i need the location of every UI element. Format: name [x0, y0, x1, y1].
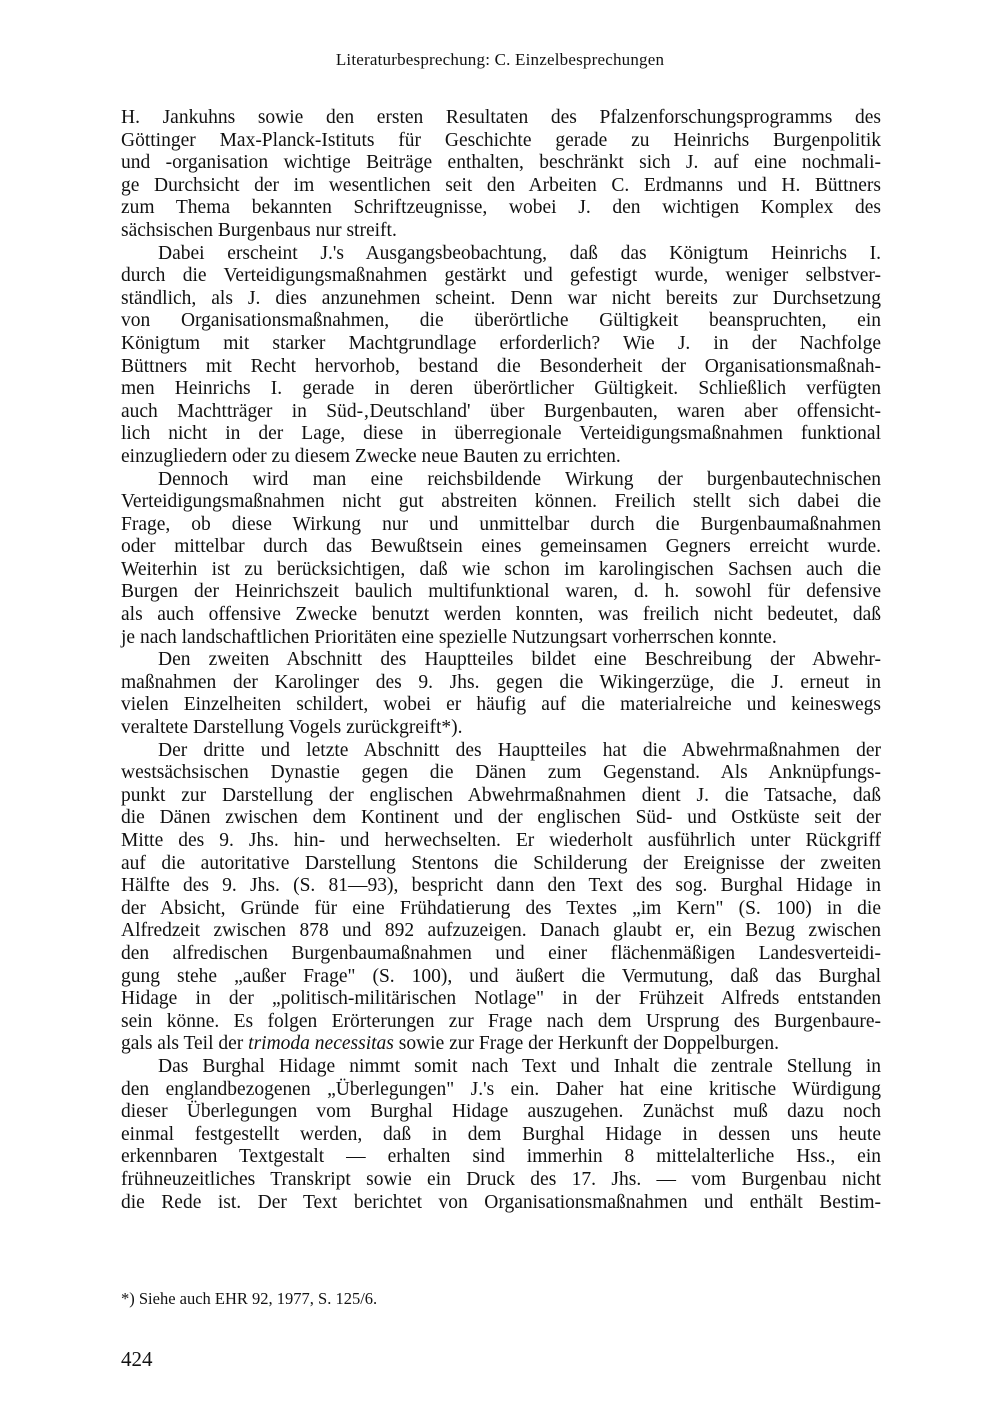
text-line: Mitte des 9. Jhs. hin- und herwechselten. Er wiederholt ausführlich unter Rückgriff	[121, 830, 881, 851]
text-line: sein könne. Es folgen Erörterungen zur Frage nach dem Ursprung des Burgenbaure-	[121, 1010, 881, 1032]
body-text	[121, 107, 881, 1214]
text-line: H. Jankuhns sowie den ersten Resultaten des Pfalzenforschungsprogramms des	[121, 107, 881, 128]
text-line: ständlich, als J. dies anzunehmen scheint. Denn war nicht bereits zur Durchsetzung	[121, 287, 881, 309]
paragraph	[121, 1056, 881, 1214]
text-line: Hälfte des 9. Jhs. (S. 81—93), bespricht dann den Text des sog. Burghal Hidage in	[121, 875, 881, 897]
text-line: Das Burghal Hidage nimmt somit nach Text und Inhalt die zentrale Stellung in	[158, 1055, 881, 1077]
text-line: lich nicht in der Lage, diese in überregionale Verteidigungsmaßnahmen funktional	[121, 423, 881, 445]
text-line: erkennbaren Textgestalt — erhalten sind immerhin 8 mittelalterliche Hss., ein	[121, 1146, 881, 1168]
text-line: vielen Einzelheiten schildert, wobei er häufig auf die materialreiche und keineswegs	[121, 694, 881, 716]
text-line: gung stehe „außer Frage" (S. 100), und äußert die Vermutung, daß das Burghal	[121, 965, 881, 987]
paragraph	[121, 469, 881, 650]
text-line: Den zweiten Abschnitt des Hauptteiles bildet eine Beschreibung der Abwehr-	[158, 649, 881, 671]
text-line: sächsischen Burgenbaus nur streift.	[121, 219, 397, 241]
text-run: sowie zur Frage der Herkunft der Doppelburgen.	[393, 1033, 780, 1055]
text-line: Frage, ob diese Wirkung nur und unmittelbar durch die Burgenbaumaßnahmen	[121, 513, 881, 535]
text-line	[121, 1033, 881, 1056]
text-line: oder mittelbar durch das Bewußtsein eines gemeinsamen Gegners erreicht wurde.	[121, 536, 881, 558]
text-line: auf die autoritative Darstellung Stentons die Schilderung der Ereignisse der zweiten	[121, 852, 881, 874]
text-line: Der dritte und letzte Abschnitt des Hauptteiles hat die Abwehrmaßnahmen der	[158, 739, 881, 761]
text-line: den englandbezogenen „Überlegungen" J.'s ein. Daher hat eine kritische Würdigung	[121, 1078, 881, 1100]
page-number: 424	[121, 1347, 153, 1371]
text-line: ge Durchsicht der im wesentlichen seit den Arbeiten C. Erdmanns und H. Büttners	[121, 174, 881, 196]
text-line: und -organisation wichtige Beiträge enthalten, beschränkt sich J. auf eine nochmali-	[121, 152, 881, 174]
italic-term: trimoda necessitas	[248, 1033, 394, 1055]
text-line: Weiterhin ist zu berücksichtigen, daß wie schon im karolingischen Sachsen auch die	[121, 558, 881, 580]
text-line: durch die Verteidigungsmaßnahmen gestärkt und gefestigt wurde, weniger selbstver-	[121, 265, 881, 287]
paragraph	[121, 740, 881, 1056]
text-line: Hidage in der „politisch-militärischen Notlage" in der Frühzeit Alfreds entstanden	[121, 988, 881, 1010]
text-line: Königtum mit starker Machtgrundlage erforderlich? Wie J. in der Nachfolge	[121, 332, 881, 354]
text-line: veraltete Darstellung Vogels zurückgreift*).	[121, 717, 463, 739]
text-line: Dennoch wird man eine reichsbildende Wirkung der burgenbautechnischen	[158, 468, 881, 490]
text-line: als auch offensive Zwecke benutzt werden konnten, was freilich nicht bedeutet, daß	[121, 604, 881, 626]
text-line: die Rede ist. Der Text berichtet von Organisationsmaßnahmen und enthält Bestim-	[121, 1191, 881, 1213]
paragraph	[121, 649, 881, 739]
text-line: Büttners mit Recht hervorhob, bestand die Besonderheit der Organisationsmaßnah-	[121, 355, 881, 377]
text-line: punkt zur Darstellung der englischen Abwehrmaßnahmen dient J. die Tatsache, daß	[121, 784, 881, 806]
text-line: men Heinrichs I. gerade in deren überörtlicher Gültigkeit. Schließlich verfügten	[121, 378, 881, 400]
text-line: je nach landschaftlichen Prioritäten eine spezielle Nutzungsart vorherrschen konnte.	[121, 626, 777, 648]
text-line: Alfredzeit zwischen 878 und 892 aufzuzeigen. Danach glaubt er, ein Bezug zwischen	[121, 920, 881, 942]
paragraph	[121, 107, 881, 243]
text-line: frühneuzeitliches Transkript sowie ein Druck des 17. Jhs. — vom Burgenbau nicht	[121, 1168, 881, 1190]
text-run: gals als Teil der	[121, 1033, 249, 1055]
running-header: Literaturbesprechung: C. Einzelbesprechungen	[335, 50, 665, 69]
paragraph	[121, 243, 881, 469]
text-line: dieser Überlegungen vom Burghal Hidage auszugehen. Zunächst muß dazu noch	[121, 1101, 881, 1123]
text-line: den alfredischen Burgenbaumaßnahmen und einer flächenmäßigen Landesverteidi-	[121, 942, 881, 964]
text-line: einzugliedern oder zu diesem Zwecke neue Bauten zu errichten.	[121, 445, 621, 467]
text-line: auch Machtträger in Süd-‚Deutschland' über Burgenbauten, waren aber offensicht-	[121, 400, 881, 422]
text-line: einmal festgestellt werden, daß in dem Burghal Hidage in dessen uns heute	[121, 1123, 881, 1145]
text-line: von Organisationsmaßnahmen, die überörtliche Gültigkeit beanspruchten, ein	[121, 310, 881, 332]
footnote: *) Siehe auch EHR 92, 1977, S. 125/6.	[121, 1289, 378, 1308]
text-line: Verteidigungsmaßnahmen nicht gut abstreiten können. Freilich stellt sich dabei die	[121, 491, 881, 513]
text-line: zum Thema bekannten Schriftzeugnisse, wobei J. den wichtigen Komplex des	[121, 197, 881, 219]
text-line: Dabei erscheint J.'s Ausgangsbeobachtung, daß das Königtum Heinrichs I.	[158, 242, 881, 264]
text-line: Göttinger Max-Planck-Istituts für Geschichte gerade zu Heinrichs Burgenpolitik	[121, 129, 881, 151]
text-line: westsächsischen Dynastie gegen die Dänen zum Gegenstand. Als Anknüpfungs-	[121, 762, 881, 784]
text-line: maßnahmen der Karolinger des 9. Jhs. gegen die Wikingerzüge, die J. erneut in	[121, 671, 881, 693]
text-line: der Absicht, Gründe für eine Frühdatierung des Textes „im Kern" (S. 100) in die	[121, 897, 881, 919]
text-line: die Dänen zwischen dem Kontinent und der englischen Süd- und Ostküste seit der	[121, 807, 881, 829]
text-line: Burgen der Heinrichszeit baulich multifunktional waren, d. h. sowohl für defensive	[121, 581, 881, 603]
